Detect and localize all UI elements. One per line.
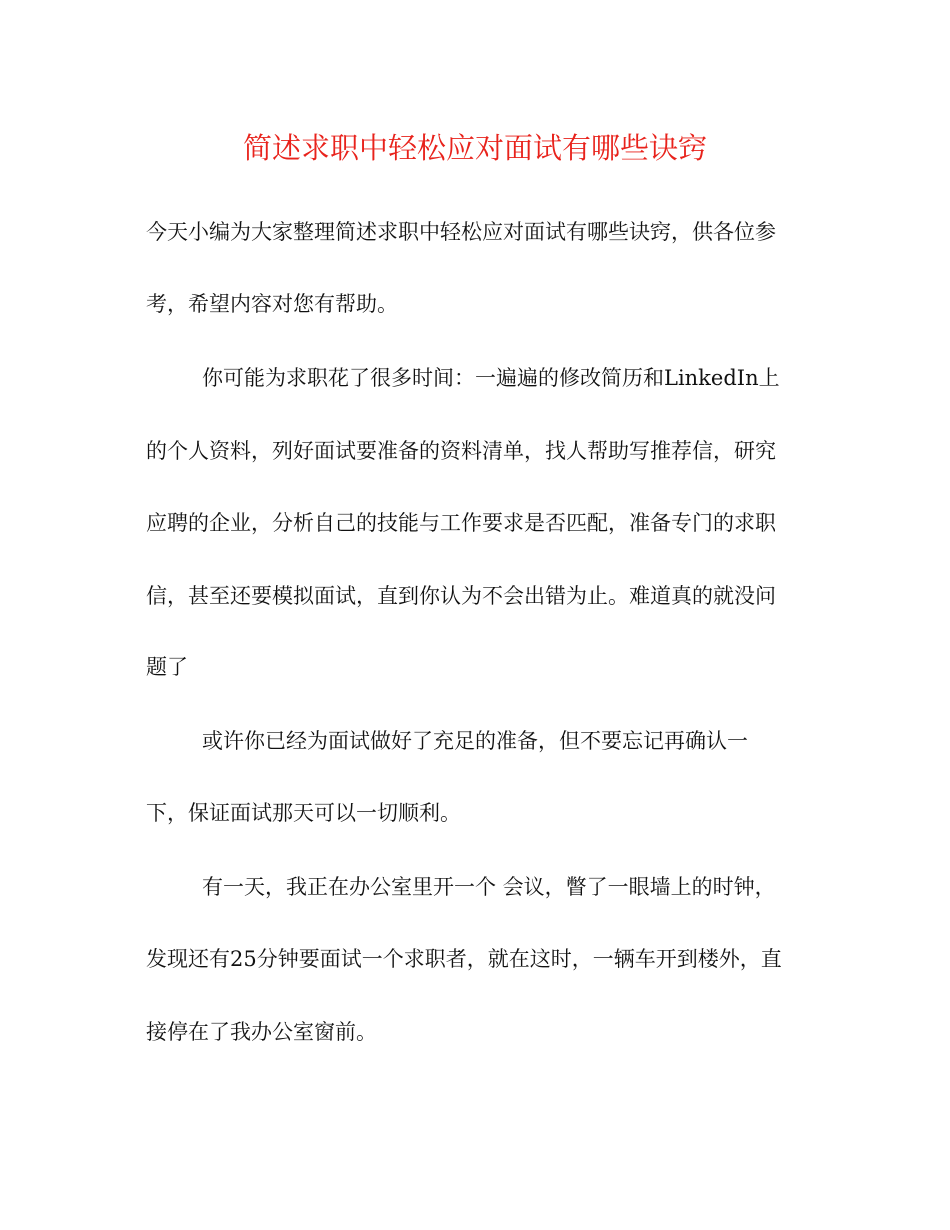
document-title: 简述求职中轻松应对面试有哪些诀窍: [242, 131, 707, 165]
paragraph-2-line-1: 你可能为求职花了很多时间：一遍遍的修改简历和LinkedIn上: [202, 366, 780, 390]
paragraph-2-line-5: 题了: [146, 655, 188, 679]
paragraph-4-line-2: 发现还有25分钟要面试一个求职者，就在这时，一辆车开到楼外，直: [146, 947, 782, 971]
paragraph-3-line-1: 或许你已经为面试做好了充足的准备，但不要忘记再确认一: [202, 729, 748, 753]
paragraph-2-line-3: 应聘的企业，分析自己的技能与工作要求是否匹配，准备专门的求职: [146, 511, 776, 535]
paragraph-2-line-4: 信，甚至还要模拟面试，直到你认为不会出错为止。难道真的就没问: [146, 584, 776, 608]
paragraph-4-line-1: 有一天，我正在办公室里开一个 会议，瞥了一眼墙上的时钟，: [202, 875, 776, 899]
paragraph-1-line-1: 今天小编为大家整理简述求职中轻松应对面试有哪些诀窍，供各位参: [146, 220, 776, 244]
paragraph-2-line-2: 的个人资料，列好面试要准备的资料清单，找人帮助写推荐信，研究: [146, 439, 776, 463]
paragraph-3-line-2: 下，保证面试那天可以一切顺利。: [146, 801, 461, 825]
paragraph-1-line-2: 考，希望内容对您有帮助。: [146, 292, 398, 316]
paragraph-4-line-3: 接停在了我办公室窗前。: [146, 1020, 377, 1044]
